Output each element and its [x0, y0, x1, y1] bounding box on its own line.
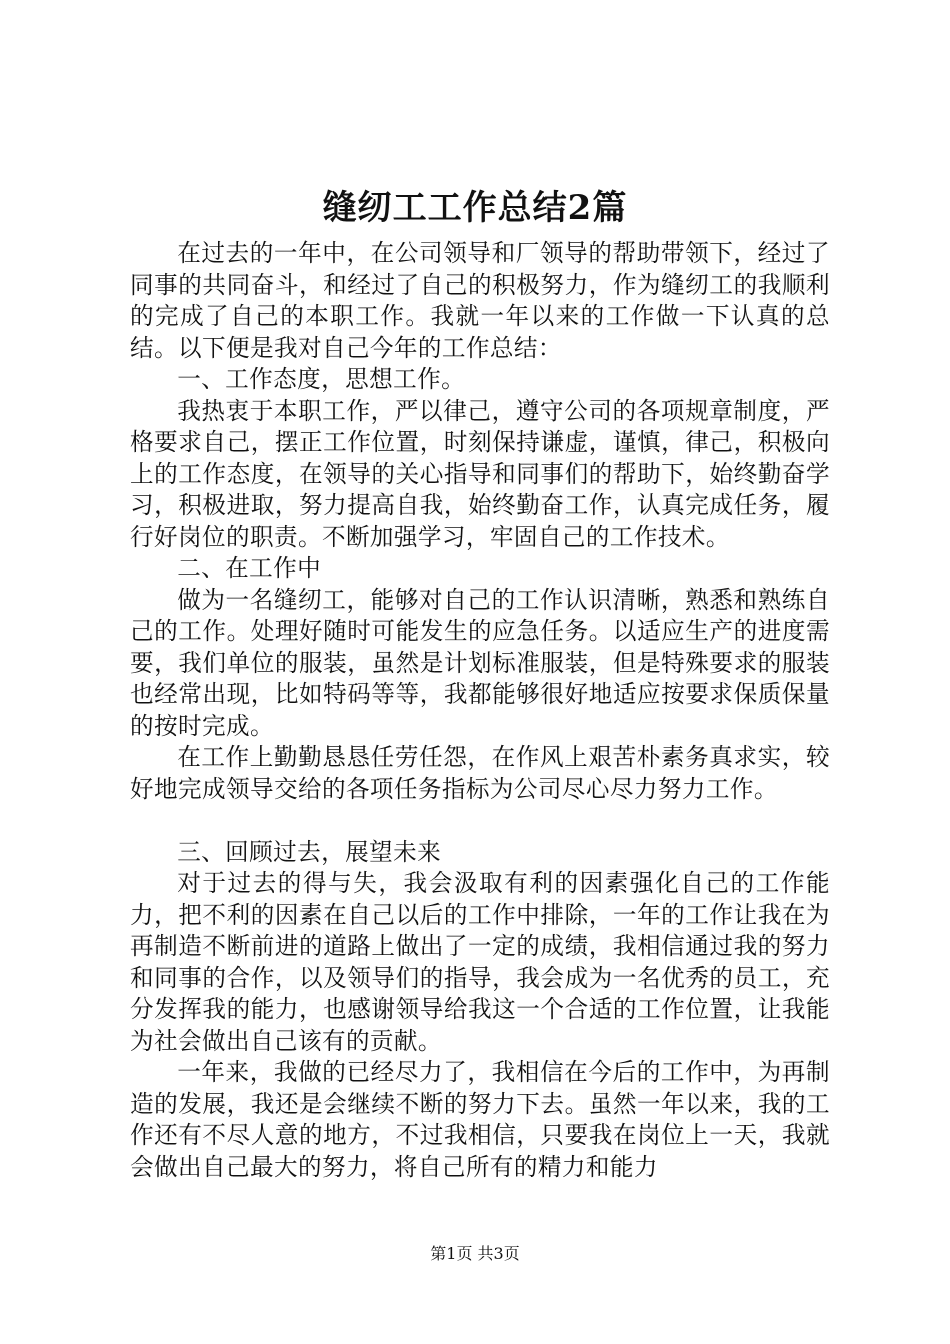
paragraph-outlook: 一年来，我做的已经尽力了，我相信在今后的工作中，为再制造的发展，我还是会继续不断的努力下去。虽然一年以来，我的工作还有不尽人意的地方，不过我相信，只要我在岗位上一天，我就会做出自己最大的努力，将自己所有的精力和能力 [130, 1058, 830, 1181]
section-heading-3: 三、回顾过去，展望未来 [177, 837, 442, 866]
section-heading-2: 二、在工作中 [177, 554, 322, 582]
paragraph-attitude: 我热衷于本职工作，严以律己，遵守公司的各项规章制度，严格要求自己，摆正工作位置，时刻保持谦虚，谨慎，律己，积极向上的工作态度，在领导的关心指导和同事们的帮助下，始终勤奋学习，积极进取，努力提高自我，始终勤奋工作，认真完成任务，履行好岗位的职责。不断加强学习，牢固自己的工作技术。 [130, 396, 830, 551]
paragraph-gap [130, 805, 830, 837]
paragraph-intro: 在过去的一年中，在公司领导和厂领导的帮助带领下，经过了同事的共同奋斗，和经过了自己的积极努力，作为缝纫工的我顺利的完成了自己的本职工作。我就一年以来的工作做一下认真的总结。以下便是我对自己今年的工作总结： [130, 239, 830, 362]
paragraph-diligence: 在工作上勤勤恳恳任劳任怨，在作风上艰苦朴素务真求实，较好地完成领导交给的各项任务指标为公司尽心尽力努力工作。 [130, 743, 830, 803]
page-footer: 第1页 共3页 [430, 1244, 520, 1263]
document-body [130, 238, 830, 1183]
document-title: 缝纫工工作总结2篇 [322, 188, 628, 228]
section-heading-1: 一、工作态度，思想工作。 [177, 365, 466, 393]
paragraph-review: 对于过去的得与失，我会汲取有利的因素强化自己的工作能力，把不利的因素在自己以后的工作中排除，一年的工作让我在为再制造不断前进的道路上做出了一定的成绩，我相信通过我的努力和同事的合作，以及领导们的指导，我会成为一名优秀的员工，充分发挥我的能力，也感谢领导给我这一个合适的工作位置，让我能为社会做出自己该有的贡献。 [130, 869, 830, 1055]
paragraph-work: 做为一名缝纫工，能够对自己的工作认识清晰，熟悉和熟练自己的工作。处理好随时可能发生的应急任务。以适应生产的进度需要，我们单位的服装，虽然是计划标准服装，但是特殊要求的服装也经常出现，比如特码等等，我都能够很好地适应按要求保质保量的按时完成。 [130, 585, 830, 740]
